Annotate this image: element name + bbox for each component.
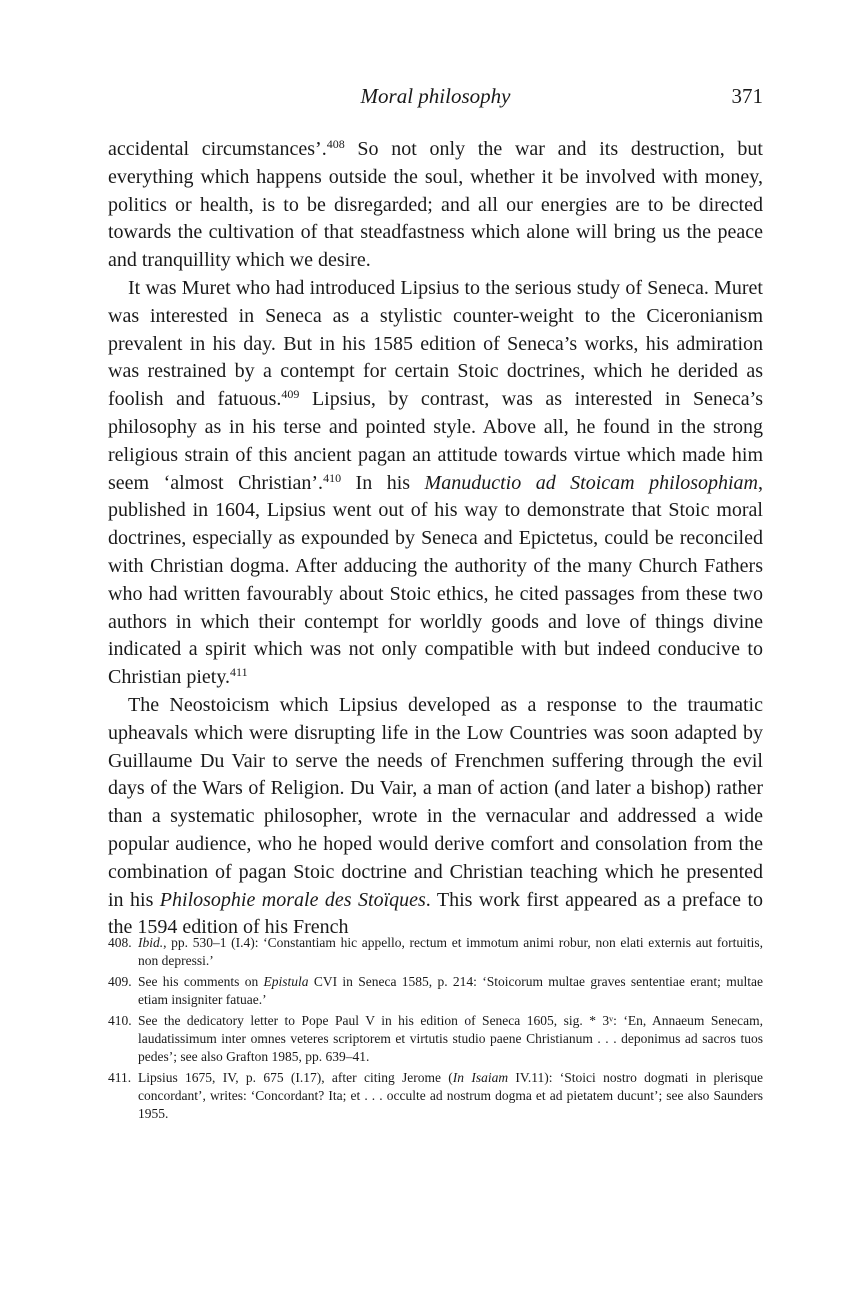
footnote-number: 408.: [108, 935, 132, 950]
footnote: [108, 973, 763, 1009]
text-run: See the dedicatory letter to Pope Paul V in his edition of Seneca 1605, sig. * 3ᵛ: ‘En, Annaeum Senecam, laudatissimum inter omnes veteres scriptorem et virtutis studio paene Christianum . . . deponimus ad sacros tuos pedes’; see also Grafton 1985, pp. 639–41.: [138, 1013, 763, 1064]
text-run: CVI in Seneca 1585, p. 214: ‘Stoicorum multae graves sententiae erant; multae etiam insigniter fatuae.’: [138, 974, 763, 1007]
text-run: IV.11): ‘Stoici nostro dogmati in plerisque concordant’, writes: ‘Concordant? Ita; et . . . occulte ad nostrum dogma et ad pietatem ducunt’; see also Saunders 1955.: [138, 1070, 763, 1121]
footnote-reference: 409: [281, 387, 300, 402]
paragraph: [108, 275, 763, 692]
text-run: See his comments on: [138, 974, 264, 989]
footnote-number: 409.: [108, 974, 132, 989]
text-run: Lipsius 1675, IV, p. 675 (I.17), after citing Jerome (: [138, 1070, 453, 1085]
text-run: It was Muret who had introduced Lipsius to the serious study of Seneca. Muret was interested in Seneca as a stylistic counter-weight to the Ciceronianism prevalent in his day. But in his 1585 edition of Seneca’s works, his admiration was restrained by a contempt for certain Stoic doctrines, which he derided as foolish and fatuous.: [108, 276, 763, 411]
footnote-text: [138, 973, 763, 1009]
italic-title: Manuductio ad Stoicam philosophiam: [424, 471, 759, 494]
running-head: [108, 84, 763, 118]
italic-title: Philosophie morale des Stoïques: [159, 888, 426, 911]
text-run: accidental circumstances’.: [108, 138, 327, 160]
footnote: [108, 1012, 763, 1066]
footnote-text: [138, 1069, 763, 1123]
text-run: In his: [341, 471, 425, 494]
italic-title: Ibid.: [138, 935, 164, 950]
main-text: [108, 136, 763, 942]
text-run: So not only the war and its destruction, but everything which happens outside the soul, whether it be involved with money, politics or health, is to be disregarded; and all our energies are to be directed towards the cultivation of that steadfastness which alone will bring us the peace and tranquillity which we desire.: [108, 138, 763, 272]
page-number: 371: [731, 84, 763, 108]
text-run: . This work first appeared as a preface to the 1594 edition of his French: [108, 888, 763, 939]
footnote: [108, 934, 763, 970]
footnote-reference: 408: [326, 137, 345, 151]
footnotes: [108, 934, 763, 1126]
text-run: , published in 1604, Lipsius went out of his way to demonstrate that Stoic moral doctrines, especially as expounded by Seneca and Epictetus, could be reconciled with Christian dogma. After adducing the authority of the many Church Fathers who had written favourably about Stoic ethics, he cited passages from these two authors in which their contempt for worldly goods and love of things divine indicated a spirit which was not only compatible with but indeed conducive to Christian piety.: [108, 471, 764, 689]
running-head-title: Moral philosophy: [360, 84, 511, 108]
italic-title: Epistula: [263, 974, 309, 989]
footnote-text: [138, 1012, 763, 1066]
paragraph: [108, 136, 763, 275]
footnote-number: 411.: [108, 1070, 132, 1085]
text-run: Lipsius, by contrast, was as interested in Seneca’s philosophy as in his terse and pointed style. Above all, he found in the strong religious strain of this ancient pagan an attitude towards virtue which made him seem ‘almost Christian’.: [108, 388, 763, 494]
paragraph: [108, 692, 763, 942]
text-run: , pp. 530–1 (I.4): ‘Constantiam hic appello, rectum et immotum animi robur, non elati externis aut fortuitis, non depressi.’: [138, 935, 763, 968]
footnote-number: 410.: [108, 1013, 132, 1028]
footnote-reference: 411: [230, 665, 248, 680]
footnote-reference: 410: [323, 470, 342, 485]
footnote: [108, 1069, 763, 1123]
footnote-text: [138, 934, 763, 970]
text-run: The Neostoicism which Lipsius developed as a response to the traumatic upheavals which were disrupting life in the Low Countries was soon adapted by Guillaume Du Vair to serve the needs of Frenchmen suffering through the evil days of the Wars of Religion. Du Vair, a man of action (and later a bishop) rather than a systematic philosopher, wrote in the vernacular and addressed a wide popular audience, who he hoped would derive comfort and consolation from the combination of pagan Stoic doctrine and Christian teaching which he presented in his: [108, 693, 763, 911]
italic-title: In Isaiam: [452, 1070, 509, 1085]
